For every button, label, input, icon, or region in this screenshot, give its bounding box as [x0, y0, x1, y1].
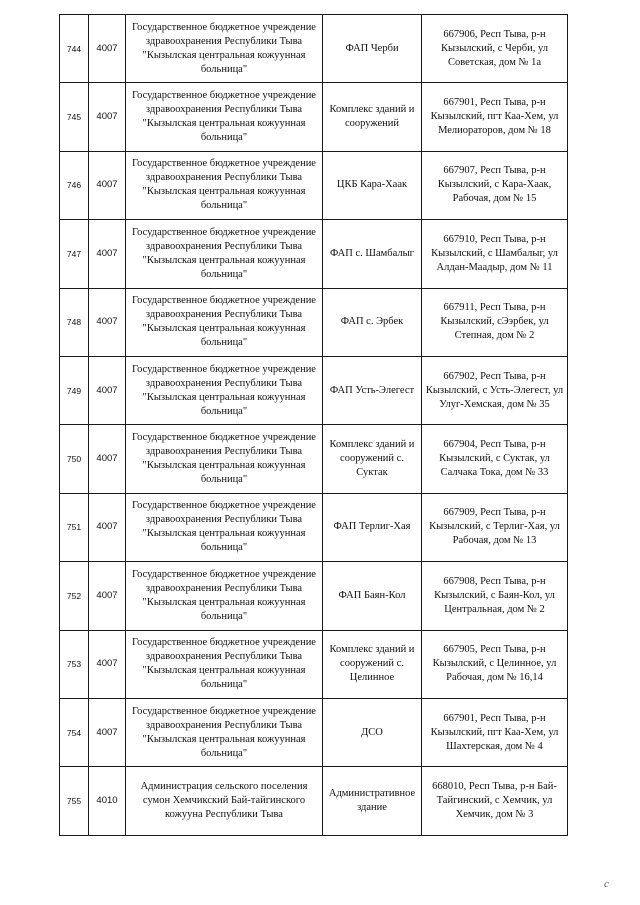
- table-row: [60, 356, 568, 424]
- row-number: 755: [60, 767, 89, 835]
- row-address: 667911, Респ Тыва, р-н Кызылский, сЭэрбек, ул Степная, дом № 2: [422, 288, 568, 356]
- row-address: 667906, Респ Тыва, р-н Кызылский, с Черби, ул Советская, дом № 1а: [422, 15, 568, 83]
- row-object-name: Комплекс зданий и сооружений: [323, 83, 422, 151]
- row-number: 750: [60, 425, 89, 493]
- row-organization: Государственное бюджетное учреждение здравоохранения Республики Тыва "Кызылская центральная кожуунная больница": [126, 288, 323, 356]
- table-row: [60, 630, 568, 698]
- row-code: 4007: [89, 151, 126, 219]
- row-code: 4007: [89, 15, 126, 83]
- row-object-name: Административное здание: [323, 767, 422, 835]
- table-row: [60, 767, 568, 835]
- row-address: 667904, Респ Тыва, р-н Кызылский, с Суктак, ул Салчака Тока, дом № 33: [422, 425, 568, 493]
- row-code: 4007: [89, 220, 126, 288]
- registry-table: [59, 14, 568, 836]
- row-number: 749: [60, 356, 89, 424]
- row-number: 754: [60, 698, 89, 766]
- row-organization: Государственное бюджетное учреждение здравоохранения Республики Тыва "Кызылская центральная кожуунная больница": [126, 562, 323, 630]
- row-code: 4010: [89, 767, 126, 835]
- table-row: [60, 562, 568, 630]
- row-object-name: ФАП Черби: [323, 15, 422, 83]
- row-object-name: Комплекс зданий и сооружений с. Целинное: [323, 630, 422, 698]
- row-address: 668010, Респ Тыва, р-н Бай-Тайгинский, с Хемчик, ул Хемчик, дом № 3: [422, 767, 568, 835]
- row-code: 4007: [89, 698, 126, 766]
- row-object-name: ДСО: [323, 698, 422, 766]
- row-organization: Государственное бюджетное учреждение здравоохранения Республики Тыва "Кызылская центральная кожуунная больница": [126, 630, 323, 698]
- table-row: [60, 220, 568, 288]
- row-object-name: ФАП Терлиг-Хая: [323, 493, 422, 561]
- row-address: 667909, Респ Тыва, р-н Кызылский, с Терлиг-Хая, ул Рабочая, дом № 13: [422, 493, 568, 561]
- row-address: 667910, Респ Тыва, р-н Кызылский, с Шамбалыг, ул Алдан-Маадыр, дом № 11: [422, 220, 568, 288]
- table-row: [60, 288, 568, 356]
- row-organization: Государственное бюджетное учреждение здравоохранения Республики Тыва "Кызылская центральная кожуунная больница": [126, 83, 323, 151]
- registry-table-body: [60, 15, 568, 836]
- row-address: 667901, Респ Тыва, р-н Кызылский, пгт Каа-Хем, ул Мелиораторов, дом № 18: [422, 83, 568, 151]
- row-organization: Государственное бюджетное учреждение здравоохранения Республики Тыва "Кызылская центральная кожуунная больница": [126, 220, 323, 288]
- row-address: 667902, Респ Тыва, р-н Кызылский, с Усть-Элегест, ул Улуг-Хемская, дом № 35: [422, 356, 568, 424]
- row-number: 746: [60, 151, 89, 219]
- row-number: 753: [60, 630, 89, 698]
- row-code: 4007: [89, 356, 126, 424]
- row-number: 744: [60, 15, 89, 83]
- row-object-name: ФАП с. Эрбек: [323, 288, 422, 356]
- row-code: 4007: [89, 562, 126, 630]
- row-address: 667907, Респ Тыва, р-н Кызылский, с Кара-Хаак, Рабочая, дом № 15: [422, 151, 568, 219]
- row-organization: Государственное бюджетное учреждение здравоохранения Республики Тыва "Кызылская центральная кожуунная больница": [126, 493, 323, 561]
- row-code: 4007: [89, 83, 126, 151]
- row-address: 667908, Респ Тыва, р-н Кызылский, с Баян-Кол, ул Центральная, дом № 2: [422, 562, 568, 630]
- handwritten-mark: с: [604, 878, 609, 890]
- row-code: 4007: [89, 630, 126, 698]
- table-row: [60, 698, 568, 766]
- row-code: 4007: [89, 425, 126, 493]
- row-code: 4007: [89, 288, 126, 356]
- row-address: 667905, Респ Тыва, р-н Кызылский, с Целинное, ул Рабочая, дом № 16,14: [422, 630, 568, 698]
- row-organization: Администрация сельского поселения сумон Хемчикский Бай-тайгинского кожууна Республики Тыва: [126, 767, 323, 835]
- table-row: [60, 15, 568, 83]
- row-object-name: Комплекс зданий и сооружений с. Суктак: [323, 425, 422, 493]
- row-organization: Государственное бюджетное учреждение здравоохранения Республики Тыва "Кызылская центральная кожуунная больница": [126, 698, 323, 766]
- table-row: [60, 83, 568, 151]
- row-number: 751: [60, 493, 89, 561]
- row-number: 752: [60, 562, 89, 630]
- row-organization: Государственное бюджетное учреждение здравоохранения Республики Тыва "Кызылская центральная кожуунная больница": [126, 15, 323, 83]
- row-number: 745: [60, 83, 89, 151]
- row-object-name: ФАП Усть-Элегест: [323, 356, 422, 424]
- table-row: [60, 493, 568, 561]
- table-row: [60, 425, 568, 493]
- row-object-name: ФАП Баян-Кол: [323, 562, 422, 630]
- row-organization: Государственное бюджетное учреждение здравоохранения Республики Тыва "Кызылская центральная кожуунная больница": [126, 425, 323, 493]
- row-address: 667901, Респ Тыва, р-н Кызылский, пгт Каа-Хем, ул Шахтерская, дом № 4: [422, 698, 568, 766]
- row-object-name: ФАП с. Шамбалыг: [323, 220, 422, 288]
- row-object-name: ЦКБ Кара-Хаак: [323, 151, 422, 219]
- row-number: 747: [60, 220, 89, 288]
- row-organization: Государственное бюджетное учреждение здравоохранения Республики Тыва "Кызылская центральная кожуунная больница": [126, 356, 323, 424]
- row-number: 748: [60, 288, 89, 356]
- table-row: [60, 151, 568, 219]
- row-code: 4007: [89, 493, 126, 561]
- row-organization: Государственное бюджетное учреждение здравоохранения Республики Тыва "Кызылская центральная кожуунная больница": [126, 151, 323, 219]
